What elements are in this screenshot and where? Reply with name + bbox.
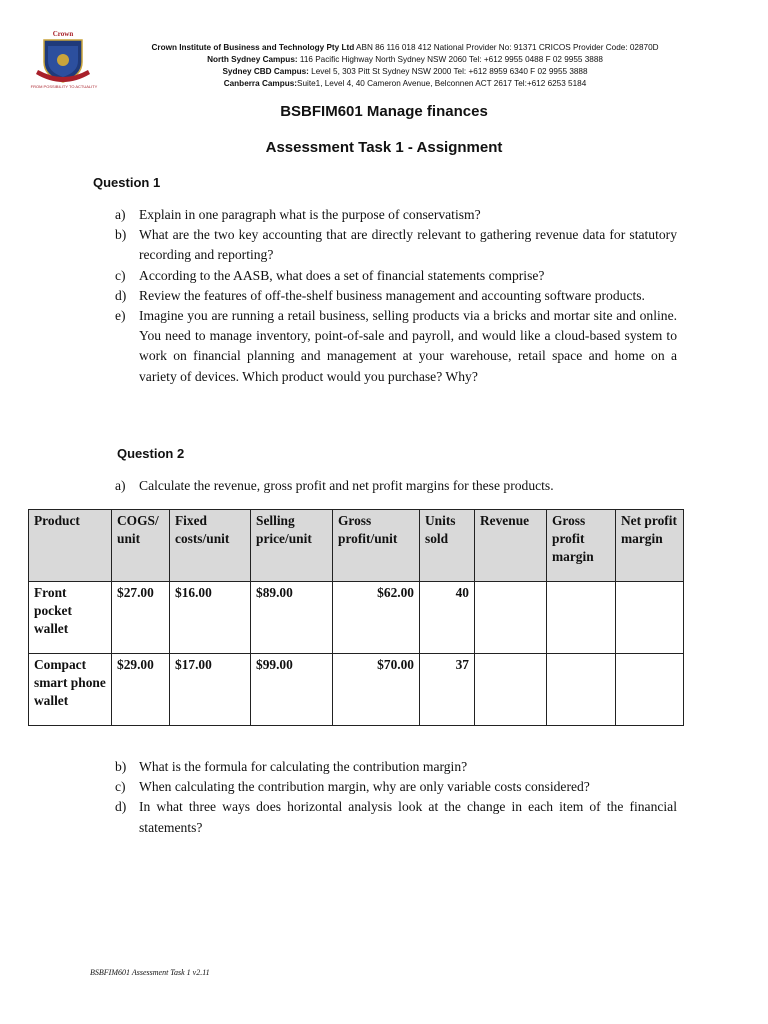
column-header: Selling price/unit <box>251 510 333 582</box>
table-header-row <box>29 510 684 582</box>
header-line-2: North Sydney Campus: 116 Pacific Highway North Sydney NSW 2060 Tel: +612 9955 0488 F 02 9955 3888 <box>207 55 603 64</box>
institute-header <box>100 42 710 90</box>
document-subtitle: Assessment Task 1 - Assignment <box>265 139 503 156</box>
column-header: Net profit margin <box>616 510 684 582</box>
table-cell <box>547 582 616 654</box>
question-2-part-a <box>115 476 677 496</box>
table-cell <box>475 654 547 726</box>
list-item: b) What are the two key accounting that are directly relevant to gathering revenue data for statutory recording and reporting? <box>115 227 677 263</box>
table-cell <box>616 582 684 654</box>
header-line-4: Canberra Campus:Suite1, Level 4, 40 Cameron Avenue, Belconnen ACT 2617 Tel:+612 6253 5184 <box>223 79 587 88</box>
table-cell: $70.00 <box>333 654 420 726</box>
table-row <box>29 582 684 654</box>
column-header: COGS/ unit <box>112 510 170 582</box>
list-item: d) Review the features of off-the-shelf business management and accounting software products. <box>115 287 645 303</box>
column-header: Product <box>29 510 112 582</box>
table-row <box>29 654 684 726</box>
logo-tagline: FROM POSSIBILITY TO ACTUALITY <box>30 84 98 89</box>
column-header: Gross profit/unit <box>333 510 420 582</box>
question-2-label: Question 2 <box>117 446 185 461</box>
table-cell: $99.00 <box>251 654 333 726</box>
list-item: d) In what three ways does horizontal analysis look at the change in each item of the financial statements? <box>115 799 677 835</box>
list-item: c) According to the AASB, what does a set of financial statements comprise? <box>115 267 545 283</box>
document-title: BSBFIM601 Manage finances <box>280 103 488 120</box>
list-item: a) Explain in one paragraph what is the purpose of conservatism? <box>115 207 481 222</box>
column-header: Gross profit margin <box>547 510 616 582</box>
question-1-label: Question 1 <box>93 175 161 190</box>
table-cell <box>475 582 547 654</box>
table-cell: 37 <box>420 654 475 726</box>
question-1-list <box>115 205 677 387</box>
list-item: b) What is the formula for calculating the contribution margin? <box>115 759 468 774</box>
list-item: a) Calculate the revenue, gross profit and net profit margins for these products. <box>115 478 554 493</box>
question-2-list <box>115 757 677 838</box>
table-cell: $16.00 <box>170 582 251 654</box>
header-line-1: Crown Institute of Business and Technology Pty Ltd ABN 86 116 018 412 National Provider No: 91371 CRICOS Provider Code: 02870D <box>151 43 659 52</box>
table-cell: Front pocket wallet <box>29 582 112 654</box>
table-cell: $27.00 <box>112 582 170 654</box>
table-cell: Compact smart phone wallet <box>29 654 112 726</box>
list-item: e) Imagine you are running a retail business, selling products via a bricks and mortar site and online. You need to manage inventory, point-of-sale and payroll, and would like a cloud-based system to work on financial planning and management at your warehouse, retail space and home on a variety of devices. Which product would you purchase? Why? <box>115 308 677 384</box>
table-cell: $62.00 <box>333 582 420 654</box>
institute-logo <box>24 26 102 92</box>
table-cell: 40 <box>420 582 475 654</box>
column-header: Revenue <box>475 510 547 582</box>
products-table <box>28 509 684 726</box>
table-cell <box>616 654 684 726</box>
page-footer: BSBFIM601 Assessment Task 1 v2.11 <box>90 968 210 977</box>
header-line-3: Sydney CBD Campus: Level 5, 303 Pitt St Sydney NSW 2000 Tel: +612 8959 6340 F 02 9955 3888 <box>222 67 588 76</box>
list-item: c) When calculating the contribution margin, why are only variable costs considered? <box>115 779 590 795</box>
table-cell <box>547 654 616 726</box>
table-cell: $89.00 <box>251 582 333 654</box>
logo-wordmark: Crown <box>52 30 74 38</box>
table-cell: $17.00 <box>170 654 251 726</box>
column-header: Units sold <box>420 510 475 582</box>
column-header: Fixed costs/unit <box>170 510 251 582</box>
table-cell: $29.00 <box>112 654 170 726</box>
